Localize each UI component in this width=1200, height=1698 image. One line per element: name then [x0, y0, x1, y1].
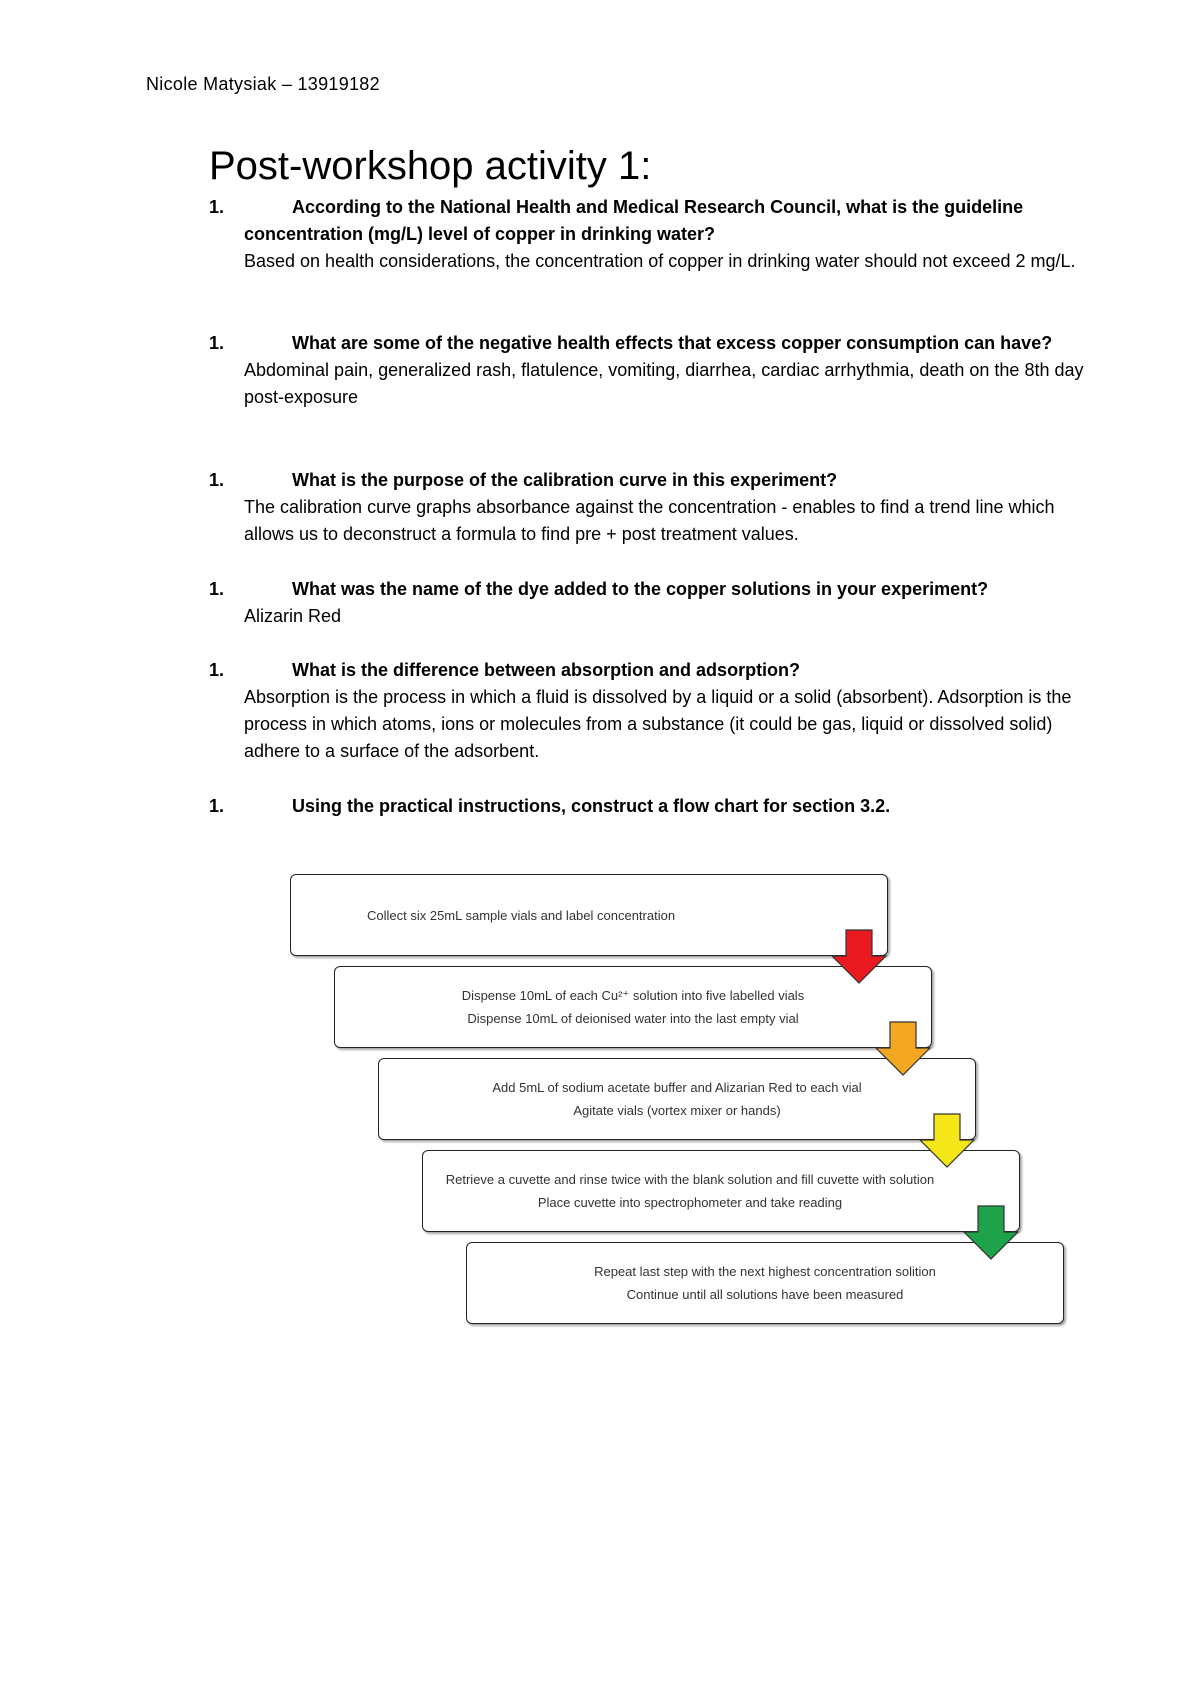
flow-step-2-line-1: Dispense 10mL of each Cu²⁺ solution into five labelled vials: [461, 988, 805, 1003]
question-text: What was the name of the dye added to the copper solutions in your experiment?: [292, 579, 989, 599]
arrow-down-icon-shape: [876, 1022, 930, 1075]
answer-text: Alizarin Red: [244, 606, 342, 626]
flow-step-1-line-1: Collect six 25mL sample vials and label concentration: [367, 907, 676, 923]
answer-text: Based on health considerations, the concentration of copper in drinking water should not exceed 2 mg/L.: [244, 251, 1076, 271]
question-number: 1.: [209, 579, 225, 599]
question-number: 1.: [209, 197, 225, 217]
arrow-down-icon: [873, 1020, 933, 1078]
question-text: Using the practical instructions, construct a flow chart for section 3.2.: [292, 796, 891, 816]
arrow-down-icon: [829, 928, 889, 986]
question-block-5: [209, 657, 1089, 765]
page-header: Nicole Matysiak – 13919182: [146, 74, 380, 94]
page-title: Post-workshop activity 1:: [209, 144, 652, 188]
answer-text: Abdominal pain, generalized rash, flatulence, vomiting, diarrhea, cardiac arrhythmia, death on the 8th day post-exposure: [244, 360, 1084, 407]
arrow-down-icon: [961, 1204, 1021, 1262]
flow-step-3-line-1: Add 5mL of sodium acetate buffer and Alizarian Red to each vial: [492, 1080, 862, 1095]
flow-step-4-line-2: Place cuvette into spectrophometer and take reading: [537, 1195, 843, 1210]
question-number: 1.: [209, 333, 225, 353]
flow-step-1: [290, 874, 888, 956]
question-number: 1.: [209, 660, 225, 680]
question-block-6: [209, 793, 1089, 820]
arrow-down-icon-shape: [920, 1114, 974, 1167]
question-text: According to the National Health and Medical Research Council, what is the guideline concentration (mg/L) level of copper in drinking water?: [244, 197, 1024, 244]
flow-step-3-line-2: Agitate vials (vortex mixer or hands): [573, 1103, 781, 1118]
question-text: What is the purpose of the calibration curve in this experiment?: [292, 470, 838, 490]
arrow-down-icon-shape: [832, 930, 886, 983]
flow-step-2-line-2: Dispense 10mL of deionised water into the last empty vial: [467, 1011, 799, 1026]
flow-step-5-line-2: Continue until all solutions have been measured: [626, 1287, 904, 1302]
question-block-4: [209, 576, 1089, 630]
question-text: What are some of the negative health effects that excess copper consumption can have?: [292, 333, 1053, 353]
arrow-down-icon-shape: [964, 1206, 1018, 1259]
flow-step-4-line-1: Retrieve a cuvette and rinse twice with the blank solution and fill cuvette with solution: [445, 1172, 935, 1187]
question-block-2: [209, 330, 1089, 411]
answer-text: The calibration curve graphs absorbance against the concentration - enables to find a trend line which allows us to deconstruct a formula to find pre + post treatment values.: [244, 497, 1055, 544]
question-text: What is the difference between absorption and adsorption?: [292, 660, 801, 680]
question-number: 1.: [209, 470, 225, 490]
answer-text: Absorption is the process in which a fluid is dissolved by a liquid or a solid (absorbent). Adsorption is the process in which atoms, ions or molecules from a substance (it could be gas, liquid or dissolved solid) adhere to a surface of the adsorbent.: [244, 687, 1072, 761]
flow-step-5-line-1: Repeat last step with the next highest concentration solition: [594, 1264, 936, 1279]
question-block-3: [209, 467, 1089, 548]
arrow-down-icon: [917, 1112, 977, 1170]
question-block-1: [209, 194, 1089, 275]
question-number: 1.: [209, 796, 225, 816]
